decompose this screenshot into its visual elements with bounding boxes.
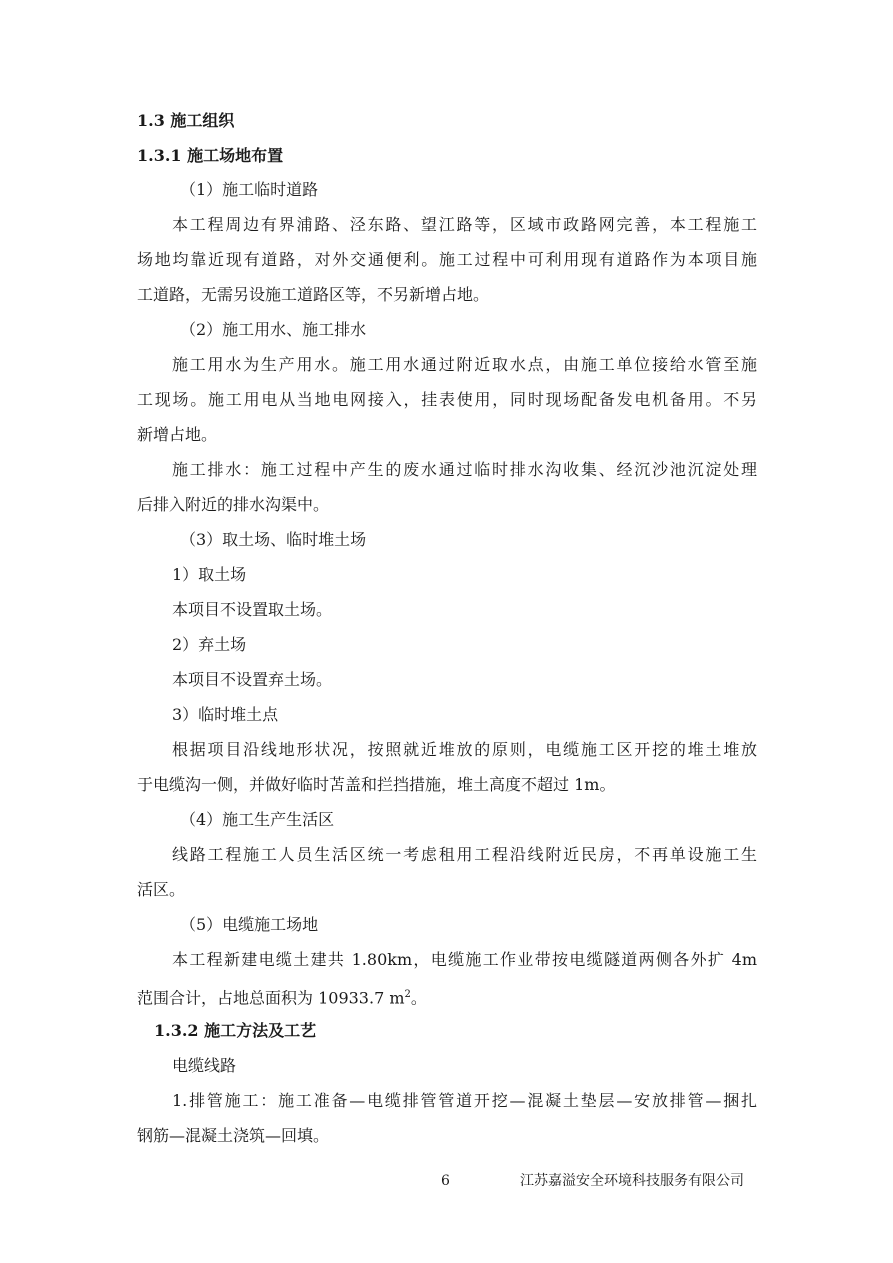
section-title-1-3: 1.3 施工组织 [137, 111, 235, 130]
paragraph-line: 本项目不设置取土场。 [172, 600, 333, 619]
superscript: 2 [404, 989, 411, 1000]
paragraph-line: 本工程新建电缆土建共 1.80km，电缆施工作业带按电缆隧道两侧各外扩 4m [172, 950, 757, 969]
paragraph-line [137, 985, 427, 1008]
period: 。 [410, 988, 427, 1008]
paragraph-line: 1.排管施工：施工准备—电缆排管管道开挖—混凝土垫层—安放排管—捆扎 [172, 1091, 757, 1110]
page-number: 6 [441, 1173, 450, 1189]
paragraph-line: 本项目不设置弃土场。 [172, 670, 333, 689]
paragraph-line: 施工排水：施工过程中产生的废水通过临时排水沟收集、经沉沙池沉淀处理 [172, 460, 757, 479]
paragraph-line: 新增占地。 [137, 425, 218, 444]
paragraph-line: 工道路，无需另设施工道路区等，不另新增占地。 [137, 285, 490, 304]
section-title-1-3-1: 1.3.1 施工场地布置 [137, 146, 284, 165]
paragraph-line: 后排入附近的排水沟渠中。 [137, 495, 330, 514]
paragraph-line: 钢筋—混凝土浇筑—回填。 [137, 1126, 330, 1145]
paragraph-line: 本工程周边有界浦路、泾东路、望江路等，区域市政路网完善，本工程施工 [172, 215, 757, 234]
paragraph-line: 活区。 [137, 880, 186, 899]
paragraph-line: 于电缆沟一侧，并做好临时苫盖和拦挡措施，堆土高度不超过 1m。 [137, 775, 616, 794]
subheading-borrow: 1）取土场 [172, 565, 247, 584]
footer-company: 江苏嘉溢安全环境科技服务有限公司 [520, 1173, 744, 1189]
subheading-cable-line: 电缆线路 [172, 1056, 237, 1075]
paragraph-line: 根据项目沿线地形状况，按照就近堆放的原则，电缆施工区开挖的堆土堆放 [172, 740, 757, 759]
paragraph-line: 场地均靠近现有道路，对外交通便利。施工过程中可利用现有道路作为本项目施 [137, 250, 757, 269]
subheading-cable-site: （5）电缆施工场地 [180, 915, 319, 934]
subheading-spoil: 2）弃土场 [172, 635, 247, 654]
area-text: 范围合计，占地总面积为 10933.7 m [137, 988, 405, 1008]
paragraph-line: 线路工程施工人员生活区统一考虑租用工程沿线附近民房，不再单设施工生 [172, 845, 757, 864]
paragraph-line: 施工用水为生产用水。施工用水通过附近取水点，由施工单位接给水管至施 [172, 355, 757, 374]
subheading-living-area: （4）施工生产生活区 [180, 810, 335, 829]
subheading-temporary-road: （1）施工临时道路 [180, 180, 319, 199]
section-title-1-3-2: 1.3.2 施工方法及工艺 [154, 1021, 317, 1040]
subheading-water: （2）施工用水、施工排水 [180, 320, 367, 339]
subheading-soil: （3）取土场、临时堆土场 [180, 530, 367, 549]
paragraph-line: 工现场。施工用电从当地电网接入，挂表使用，同时现场配备发电机备用。不另 [137, 390, 757, 409]
subheading-stockpile: 3）临时堆土点 [172, 705, 279, 724]
